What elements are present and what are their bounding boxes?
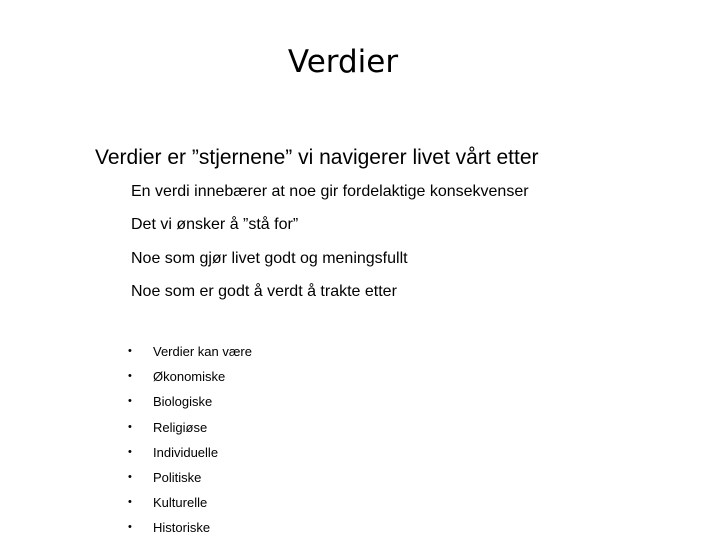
- bullet-icon: •: [128, 370, 132, 383]
- bullet-icon: •: [128, 345, 132, 357]
- sub-point-3: Noe som gjør livet godt og meningsfullt: [131, 250, 408, 267]
- list-item-label: Økonomiske: [153, 369, 226, 385]
- slide-title: Verdier: [287, 44, 399, 80]
- bullet-list: [128, 339, 252, 541]
- list-item: [128, 389, 252, 414]
- bullet-icon: •: [128, 496, 132, 509]
- list-item: [128, 440, 252, 465]
- sub-point-4: Noe som er godt å verdt å trakte etter: [131, 283, 397, 300]
- bullet-icon: •: [128, 420, 132, 433]
- bullet-icon: •: [128, 470, 132, 483]
- list-item: [128, 490, 252, 515]
- list-item-label: Verdier kan være: [153, 344, 252, 359]
- list-item-label: Biologiske: [153, 394, 213, 410]
- list-item: [128, 515, 252, 540]
- sub-point-1: En verdi innebærer at noe gir fordelaktige konsekvenser: [131, 183, 529, 200]
- list-item-label: Religiøse: [153, 419, 208, 435]
- list-item: [128, 339, 252, 364]
- list-item-label: Individuelle: [153, 444, 219, 460]
- lead-statement: Verdier er ”stjernene” vi navigerer livet vårt etter: [95, 146, 539, 169]
- list-item-label: Politiske: [153, 469, 202, 485]
- bullet-icon: •: [128, 521, 132, 534]
- list-item: [128, 465, 252, 490]
- list-item: [128, 415, 252, 440]
- list-item-label: Historiske: [153, 520, 211, 536]
- sub-point-2: Det vi ønsker å ”stå for”: [131, 216, 299, 233]
- list-item-label: Kulturelle: [153, 495, 208, 511]
- bullet-icon: •: [128, 395, 132, 408]
- bullet-icon: •: [128, 445, 132, 458]
- list-item: [128, 364, 252, 389]
